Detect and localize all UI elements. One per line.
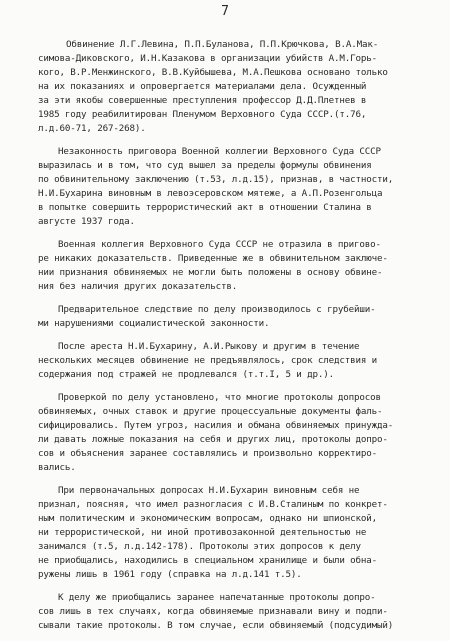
text-line: кого, В.Р.Менжинского, В.В.Куйбышева, М.А.Пешкова основано только xyxy=(38,67,388,78)
text-line: нии признания обвиняемых не могли быть положены в основу обвине- xyxy=(38,267,383,278)
text-line: за эти якобы совершенные преступления профессор Д.Д.Плетнев в xyxy=(38,95,367,106)
text-line: ным политическим и экономическим вопросам, однако ни шпионской, xyxy=(38,513,378,524)
text-line: нескольких месяцев обвинение не предъявлялось, срок следствия и xyxy=(38,355,378,366)
text-line: Проверкой по делу установлено, что многие протоколы допросов xyxy=(58,392,381,403)
text-line: вались. xyxy=(38,462,76,473)
text-line: Н.И.Бухарина виновным в левоэсеровском мятеже, а А.П.Розенгольца xyxy=(38,188,383,199)
text-line: ния без наличия других доказательств. xyxy=(38,281,238,292)
text-line: л.д.60-71, 267-268). xyxy=(38,123,146,134)
text-line: сов и объяснения заранее составлялись и произвольно корректиро- xyxy=(38,448,378,459)
text-line: выразилась и в том, что суд вышел за пределы формулы обвинения xyxy=(38,160,372,171)
text-line: августе 1937 года. xyxy=(38,216,135,227)
text-line: симова-Диковского, И.Н.Казакова в организации убийств А.М.Горь- xyxy=(38,53,378,64)
text-line: сов лишь в тех случаях, когда обвиняемые признавали вину и подпи- xyxy=(38,606,388,617)
text-line: Незаконность приговора Военной коллегии Верховного Суда СССР xyxy=(58,146,381,157)
text-line: сифицировались. Путем угроз, насилия и обмана обвиняемых принужда- xyxy=(38,420,394,431)
text-line: занимался (т.5, л.д.142-178). Протоколы этих допросов к делу xyxy=(38,541,361,552)
text-line: При первоначальных допросах Н.И.Бухарин виновным себя не xyxy=(58,485,360,496)
text-line: содержания под стражей не продлевался (т.т.I, 5 и др.). xyxy=(38,369,334,380)
text-line: в попытке совершить террористический акт в отношении Сталина в xyxy=(38,202,372,213)
text-line: обвиняемых, очных ставок и другие процессуальные документы фаль- xyxy=(38,406,383,417)
text-line: Военная коллегия Верховного Суда СССР не отразила в пригово- xyxy=(58,239,381,250)
text-line: К делу же приобщались заранее напечатанные протоколы допро- xyxy=(58,592,376,603)
text-line: ре никаких доказательств. Приведенные же в обвинительном заключе- xyxy=(38,253,388,264)
text-line: ли давать ложные показания на себя и других лиц, протоколы допро- xyxy=(38,434,388,445)
text-line: Предварительное следствие по делу производилось с грубейши- xyxy=(58,304,376,315)
text-line: по обвинительному заключению (т.53, л.д.15), признав, в частности, xyxy=(38,174,394,185)
text-line: ни террористической, ни иной противозаконной деятельностью не xyxy=(38,527,367,538)
text-line: признал, поясняя, что имел разногласия с И.В.Сталиным по конкрет- xyxy=(38,499,388,510)
text-line: Обвинение Л.Г.Левина, П.П.Буланова, П.П.Крючкова, В.А.Мак- xyxy=(66,39,379,50)
text-line: сывали такие протоколы. В том случае, если обвиняемый (подсудимый) xyxy=(38,620,394,631)
text-line: ружены лишь в 1961 году (справка на л.д.141 т.5). xyxy=(38,569,302,580)
text-line: 1985 году реабилитирован Пленумом Верховного Суда СССР.(т.76, xyxy=(38,109,367,120)
text-line: не приобщались, находились в специальном хранилище и были обна- xyxy=(38,555,378,566)
page-number: 7 xyxy=(221,4,229,19)
text-line: После ареста Н.И.Бухарину, А.И.Рыкову и другим в течение xyxy=(58,341,360,352)
text-line: на их показаниях и опровергается материалами дела. Осужденный xyxy=(38,81,367,92)
text-line: ми нарушениями социалистической законности. xyxy=(38,318,270,329)
